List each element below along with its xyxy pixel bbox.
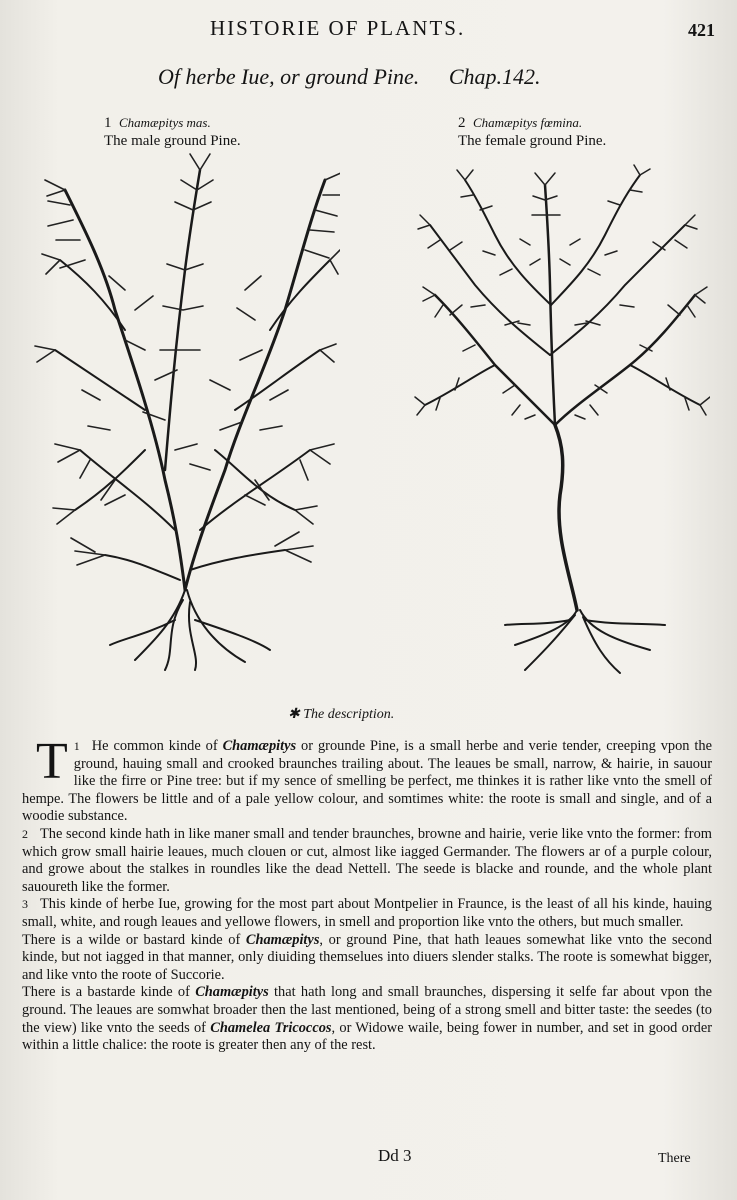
signature-mark: Dd 3 xyxy=(378,1146,412,1165)
paragraph-5 xyxy=(22,984,712,1054)
latin-term: Chamæpitys xyxy=(195,984,269,1001)
page-number: 421 xyxy=(688,20,715,40)
paragraph-text: There is a wilde or bastard kinde of xyxy=(22,931,246,948)
latin-term: Chamæpitys xyxy=(245,931,320,948)
paragraph-text: or grounde Pine, is a small herbe and verie tender, creeping vpon the ground, hauing small and crooked braunches trailing about. The leaues be small, narrow, & hairie, in sauour like the firre or Pine tree: but if my sence of smelling be perfect, me thinkes it is rather like vnto the smell of hempe. The flowers be little and of a pale yellow colour, and somtimes white: the roote is small and single, and of a woodie substance. xyxy=(22,738,712,825)
figure-english-name: The female ground Pine. xyxy=(458,133,607,149)
running-head: HISTORIE OF PLANTS. xyxy=(210,16,466,40)
chapter-title-text: Of herbe Iue, or ground Pine. xyxy=(158,64,420,89)
paragraph-text: , or Widowe waile, being fower in number, and set in good order within a little chalice: the roote is greater then any of the rest. xyxy=(22,1019,712,1054)
latin-term: Chamelea Tricoccos xyxy=(210,1019,332,1036)
section-heading: ✱ The description. xyxy=(288,707,395,722)
figure-latin-name: Chamæpitys fœmina. xyxy=(473,115,583,130)
paragraph-text: He common kinde of xyxy=(91,738,223,754)
paragraph-1 xyxy=(22,733,712,826)
drop-cap: T xyxy=(36,733,68,790)
paragraph-text: This kinde of herbe Iue, growing for the most part about Montpelier in Fraunce, is the least of all his kinde, hauing small, white, and rough leaues and yellowe flowers, in smell and proportion like vnto the others, but much smaller. xyxy=(22,896,712,930)
description-text xyxy=(22,733,712,1055)
figure-caption-male xyxy=(104,114,241,150)
paragraph-text: , or ground Pine, that hath leaues somewhat like vnto the second kinde, but not iagged in that manner, only diuiding themselues into diuers slender stalks. The roote is somewhat bigger, and like vnto the roote of Succorie. xyxy=(22,931,712,983)
figure-caption-female xyxy=(458,114,606,150)
paragraph-4 xyxy=(22,932,712,985)
female-ground-pine-woodcut xyxy=(405,155,710,675)
chapter-title xyxy=(158,64,578,90)
figure-number: 2 xyxy=(458,115,466,131)
figure-number: 1 xyxy=(104,115,112,131)
figure-english-name: The male ground Pine. xyxy=(104,133,241,149)
paragraph-number: 1 xyxy=(73,739,80,753)
paragraph-number: 2 xyxy=(22,826,28,841)
paragraph-number: 3 xyxy=(22,897,28,912)
paragraph-3 xyxy=(22,896,712,931)
catchword: There xyxy=(658,1151,691,1166)
male-ground-pine-woodcut xyxy=(25,150,340,675)
chapter-number: Chap.142. xyxy=(448,64,541,89)
paragraph-text: The second kinde hath in like maner small and tender braunches, browne and hairie, verie like vnto the former: from which grow small hairie leaues, much clouen or cut, almost like iagged Germander. The flowers ar of a purple colour, and growe about the stalkes in roundles like the dead Nettell. The seede is blacke and rounde, and the whole plant sauoureth like the former. xyxy=(22,825,712,895)
paragraph-2 xyxy=(22,826,712,896)
paragraph-text: that hath long and small braunches, dispersing it selfe far about vpon the ground. The leaues are somwhat broader then the last mentioned, being of a strong smell and bitter taste: the seedes (to the view) like vnto the seeds of xyxy=(22,984,712,1036)
paragraph-text: There is a bastarde kinde of xyxy=(22,984,196,1001)
latin-term: Chamæpitys xyxy=(222,738,297,754)
figure-latin-name: Chamæpitys mas. xyxy=(119,115,211,130)
